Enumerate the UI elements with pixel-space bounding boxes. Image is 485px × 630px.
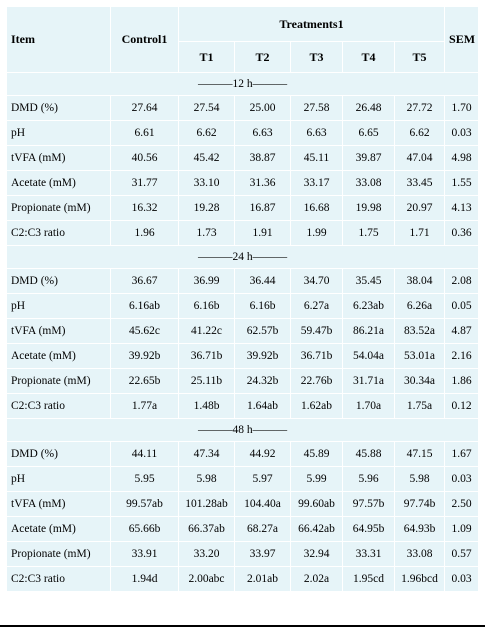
section-label: ———12 h——— xyxy=(7,73,479,96)
control-cell: 99.57ab xyxy=(111,492,179,517)
sem-cell: 4.87 xyxy=(445,319,479,344)
row-item-cell: Propionate (mM) xyxy=(7,196,111,221)
sem-cell: 1.70 xyxy=(445,96,479,121)
control-cell: 39.92b xyxy=(111,344,179,369)
treatment-t5-cell: 27.72 xyxy=(395,96,445,121)
table-row xyxy=(7,467,479,492)
header-t4: T4 xyxy=(343,42,395,73)
table-row xyxy=(7,171,479,196)
treatment-t1-cell: 5.98 xyxy=(179,467,235,492)
sem-cell: 2.50 xyxy=(445,492,479,517)
treatment-t2-cell: 36.44 xyxy=(235,269,291,294)
treatment-t3-cell: 1.62ab xyxy=(291,394,343,419)
treatment-t3-cell: 59.47b xyxy=(291,319,343,344)
treatment-t2-cell: 62.57b xyxy=(235,319,291,344)
table-row xyxy=(7,319,479,344)
bottom-rule xyxy=(0,625,485,627)
treatment-t5-cell: 47.04 xyxy=(395,146,445,171)
treatment-t3-cell: 34.70 xyxy=(291,269,343,294)
sem-cell: 1.09 xyxy=(445,517,479,542)
treatment-t2-cell: 6.16b xyxy=(235,294,291,319)
treatment-t5-cell: 38.04 xyxy=(395,269,445,294)
treatment-t5-cell: 47.15 xyxy=(395,442,445,467)
treatment-t1-cell: 47.34 xyxy=(179,442,235,467)
section-label: ———24 h——— xyxy=(7,246,479,269)
treatment-t2-cell: 68.27a xyxy=(235,517,291,542)
treatment-t4-cell: 64.95b xyxy=(343,517,395,542)
treatment-t1-cell: 25.11b xyxy=(179,369,235,394)
treatment-t1-cell: 33.20 xyxy=(179,542,235,567)
section-header-row xyxy=(7,246,479,269)
control-cell: 16.32 xyxy=(111,196,179,221)
treatment-t2-cell: 1.64ab xyxy=(235,394,291,419)
sem-cell: 2.08 xyxy=(445,269,479,294)
treatment-t4-cell: 6.23ab xyxy=(343,294,395,319)
treatment-t4-cell: 86.21a xyxy=(343,319,395,344)
treatment-t5-cell: 1.75a xyxy=(395,394,445,419)
control-cell: 6.16ab xyxy=(111,294,179,319)
treatment-t1-cell: 6.62 xyxy=(179,121,235,146)
table-row xyxy=(7,96,479,121)
treatment-t3-cell: 16.68 xyxy=(291,196,343,221)
treatment-t2-cell: 24.32b xyxy=(235,369,291,394)
treatment-t1-cell: 45.42 xyxy=(179,146,235,171)
treatment-t3-cell: 33.17 xyxy=(291,171,343,196)
treatment-t2-cell: 31.36 xyxy=(235,171,291,196)
row-item-cell: pH xyxy=(7,467,111,492)
header-t3: T3 xyxy=(291,42,343,73)
table-row xyxy=(7,567,479,592)
row-item-cell: Acetate (mM) xyxy=(7,171,111,196)
treatment-t4-cell: 1.70a xyxy=(343,394,395,419)
treatment-t2-cell: 5.97 xyxy=(235,467,291,492)
table-row xyxy=(7,196,479,221)
sem-cell: 0.03 xyxy=(445,121,479,146)
row-item-cell: tVFA (mM) xyxy=(7,319,111,344)
table-row xyxy=(7,369,479,394)
treatment-t3-cell: 32.94 xyxy=(291,542,343,567)
treatment-t4-cell: 26.48 xyxy=(343,96,395,121)
row-item-cell: tVFA (mM) xyxy=(7,146,111,171)
table-row xyxy=(7,344,479,369)
control-cell: 36.67 xyxy=(111,269,179,294)
treatment-t2-cell: 2.01ab xyxy=(235,567,291,592)
sem-cell: 0.57 xyxy=(445,542,479,567)
treatment-t5-cell: 1.96bcd xyxy=(395,567,445,592)
treatment-t5-cell: 6.26a xyxy=(395,294,445,319)
sem-cell: 2.16 xyxy=(445,344,479,369)
treatment-t4-cell: 97.57b xyxy=(343,492,395,517)
row-item-cell: C2:C3 ratio xyxy=(7,567,111,592)
control-cell: 27.64 xyxy=(111,96,179,121)
treatment-t3-cell: 45.89 xyxy=(291,442,343,467)
table-row xyxy=(7,492,479,517)
treatment-t3-cell: 99.60ab xyxy=(291,492,343,517)
treatment-t1-cell: 36.99 xyxy=(179,269,235,294)
header-t1: T1 xyxy=(179,42,235,73)
treatment-t4-cell: 33.31 xyxy=(343,542,395,567)
sem-cell: 1.67 xyxy=(445,442,479,467)
treatment-t2-cell: 6.63 xyxy=(235,121,291,146)
treatment-t2-cell: 44.92 xyxy=(235,442,291,467)
treatment-t1-cell: 2.00abc xyxy=(179,567,235,592)
row-item-cell: Propionate (mM) xyxy=(7,369,111,394)
sem-cell: 0.03 xyxy=(445,467,479,492)
row-item-cell: Acetate (mM) xyxy=(7,517,111,542)
treatment-t4-cell: 5.96 xyxy=(343,467,395,492)
control-cell: 5.95 xyxy=(111,467,179,492)
treatment-t1-cell: 27.54 xyxy=(179,96,235,121)
treatment-t5-cell: 64.93b xyxy=(395,517,445,542)
treatment-t5-cell: 33.08 xyxy=(395,542,445,567)
sem-cell: 1.86 xyxy=(445,369,479,394)
table-row xyxy=(7,146,479,171)
treatment-t1-cell: 66.37ab xyxy=(179,517,235,542)
treatment-t2-cell: 25.00 xyxy=(235,96,291,121)
row-item-cell: C2:C3 ratio xyxy=(7,394,111,419)
treatment-t5-cell: 30.34a xyxy=(395,369,445,394)
control-cell: 1.77a xyxy=(111,394,179,419)
sem-cell: 0.36 xyxy=(445,221,479,246)
treatment-t3-cell: 1.99 xyxy=(291,221,343,246)
table-row xyxy=(7,121,479,146)
treatment-t1-cell: 1.73 xyxy=(179,221,235,246)
treatment-t4-cell: 31.71a xyxy=(343,369,395,394)
treatment-t5-cell: 6.62 xyxy=(395,121,445,146)
row-item-cell: tVFA (mM) xyxy=(7,492,111,517)
treatment-t3-cell: 6.63 xyxy=(291,121,343,146)
treatment-t5-cell: 53.01a xyxy=(395,344,445,369)
treatment-t3-cell: 5.99 xyxy=(291,467,343,492)
treatment-t4-cell: 54.04a xyxy=(343,344,395,369)
header-t2: T2 xyxy=(235,42,291,73)
control-cell: 1.94d xyxy=(111,567,179,592)
table-row xyxy=(7,442,479,467)
row-item-cell: DMD (%) xyxy=(7,269,111,294)
control-cell: 40.56 xyxy=(111,146,179,171)
control-cell: 6.61 xyxy=(111,121,179,146)
table-row xyxy=(7,517,479,542)
sem-cell: 0.12 xyxy=(445,394,479,419)
header-row-1 xyxy=(7,7,479,42)
row-item-cell: Acetate (mM) xyxy=(7,344,111,369)
treatment-t1-cell: 101.28ab xyxy=(179,492,235,517)
treatment-t5-cell: 1.71 xyxy=(395,221,445,246)
row-item-cell: C2:C3 ratio xyxy=(7,221,111,246)
sem-cell: 1.55 xyxy=(445,171,479,196)
treatment-t1-cell: 36.71b xyxy=(179,344,235,369)
treatment-t3-cell: 27.58 xyxy=(291,96,343,121)
control-cell: 31.77 xyxy=(111,171,179,196)
sem-cell: 0.05 xyxy=(445,294,479,319)
results-table xyxy=(6,6,479,592)
treatment-t2-cell: 104.40a xyxy=(235,492,291,517)
sem-cell: 4.98 xyxy=(445,146,479,171)
table-row xyxy=(7,221,479,246)
treatment-t3-cell: 36.71b xyxy=(291,344,343,369)
section-header-row xyxy=(7,419,479,442)
treatment-t5-cell: 83.52a xyxy=(395,319,445,344)
treatment-t4-cell: 39.87 xyxy=(343,146,395,171)
treatment-t5-cell: 20.97 xyxy=(395,196,445,221)
section-header-row xyxy=(7,73,479,96)
treatment-t4-cell: 35.45 xyxy=(343,269,395,294)
treatment-t1-cell: 19.28 xyxy=(179,196,235,221)
treatment-t5-cell: 5.98 xyxy=(395,467,445,492)
treatment-t1-cell: 6.16b xyxy=(179,294,235,319)
header-treatments: Treatments1 xyxy=(179,7,445,42)
control-cell: 22.65b xyxy=(111,369,179,394)
control-cell: 44.11 xyxy=(111,442,179,467)
header-item: Item xyxy=(7,7,111,73)
table-row xyxy=(7,269,479,294)
header-sem: SEM xyxy=(445,7,479,73)
header-control: Control1 xyxy=(111,7,179,73)
treatment-t3-cell: 22.76b xyxy=(291,369,343,394)
treatment-t1-cell: 33.10 xyxy=(179,171,235,196)
treatment-t5-cell: 33.45 xyxy=(395,171,445,196)
treatment-t2-cell: 16.87 xyxy=(235,196,291,221)
treatment-t5-cell: 97.74b xyxy=(395,492,445,517)
row-item-cell: pH xyxy=(7,294,111,319)
treatment-t4-cell: 1.95cd xyxy=(343,567,395,592)
section-label: ———48 h——— xyxy=(7,419,479,442)
table-row xyxy=(7,394,479,419)
treatment-t4-cell: 33.08 xyxy=(343,171,395,196)
treatment-t2-cell: 38.87 xyxy=(235,146,291,171)
treatment-t1-cell: 41.22c xyxy=(179,319,235,344)
treatment-t3-cell: 66.42ab xyxy=(291,517,343,542)
treatment-t3-cell: 6.27a xyxy=(291,294,343,319)
sem-cell: 0.03 xyxy=(445,567,479,592)
row-item-cell: DMD (%) xyxy=(7,442,111,467)
treatment-t2-cell: 1.91 xyxy=(235,221,291,246)
table-body xyxy=(7,73,479,592)
table-row xyxy=(7,542,479,567)
table-row xyxy=(7,294,479,319)
control-cell: 65.66b xyxy=(111,517,179,542)
treatment-t1-cell: 1.48b xyxy=(179,394,235,419)
treatment-t4-cell: 45.88 xyxy=(343,442,395,467)
row-item-cell: Propionate (mM) xyxy=(7,542,111,567)
row-item-cell: pH xyxy=(7,121,111,146)
row-item-cell: DMD (%) xyxy=(7,96,111,121)
treatment-t3-cell: 2.02a xyxy=(291,567,343,592)
treatment-t4-cell: 6.65 xyxy=(343,121,395,146)
treatment-t4-cell: 19.98 xyxy=(343,196,395,221)
treatment-t4-cell: 1.75 xyxy=(343,221,395,246)
treatment-t3-cell: 45.11 xyxy=(291,146,343,171)
treatment-t2-cell: 39.92b xyxy=(235,344,291,369)
treatment-t2-cell: 33.97 xyxy=(235,542,291,567)
control-cell: 33.91 xyxy=(111,542,179,567)
header-t5: T5 xyxy=(395,42,445,73)
control-cell: 45.62c xyxy=(111,319,179,344)
control-cell: 1.96 xyxy=(111,221,179,246)
sem-cell: 4.13 xyxy=(445,196,479,221)
